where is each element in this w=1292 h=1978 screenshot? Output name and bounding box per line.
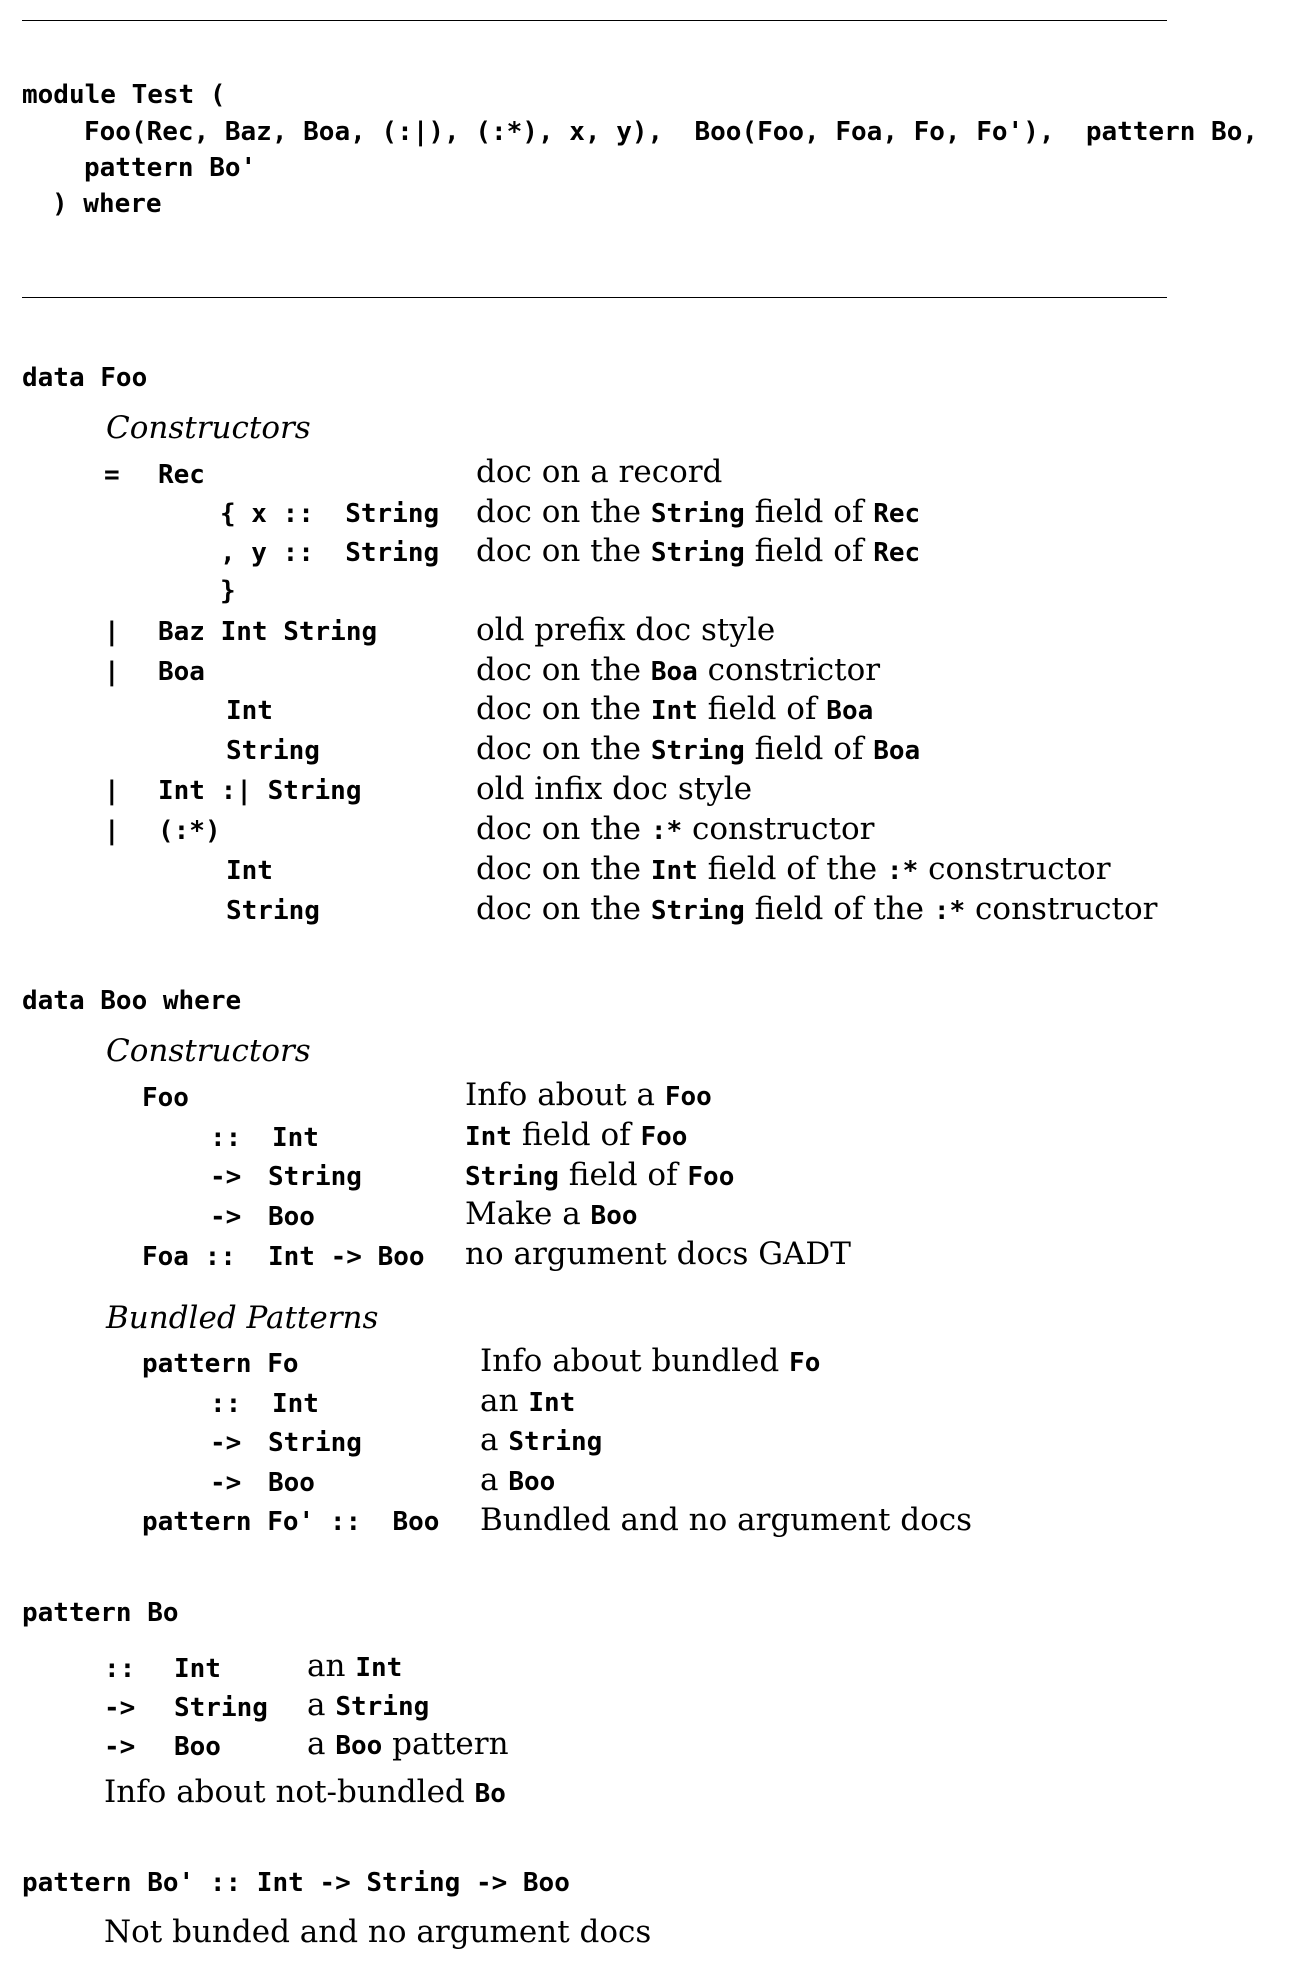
foo-row-code: Rec: [158, 460, 205, 490]
bo-row-type: Boo: [174, 1732, 221, 1762]
foo-row-symbol: |: [104, 617, 120, 647]
foo-row-code: String: [226, 736, 320, 766]
bo-row-arrow: ->: [104, 1693, 136, 1723]
bo-row-arrow: ->: [104, 1732, 136, 1762]
module-line-1: module Test (: [22, 80, 226, 110]
foo-row-symbol: |: [104, 657, 120, 687]
bo-prime-doc: Not bunded and no argument docs: [104, 1914, 652, 1950]
boo-pattern-doc: an Int: [480, 1383, 576, 1419]
boo-row-doc: Make a Boo: [465, 1196, 638, 1232]
module-line-2: Foo(Rec, Baz, Boa, (:|), (:*), x, y), Boo(Foo, Foa, Fo, Fo'), pattern Bo,: [84, 117, 1258, 147]
boo-pattern-doc: Bundled and no argument docs: [480, 1502, 973, 1538]
foo-row-symbol: |: [104, 816, 120, 846]
bo-row-arrow: ::: [104, 1654, 136, 1684]
boo-pattern-type: String: [268, 1428, 362, 1458]
boo-pattern-arrow: ->: [210, 1428, 242, 1458]
foo-row-doc: doc on the :* constructor: [476, 811, 875, 847]
foo-row-doc: doc on the Int field of Boa: [476, 691, 874, 727]
boo-row-type: Boo: [268, 1202, 315, 1232]
foo-row-doc: doc on a record: [476, 454, 723, 490]
boo-row-doc: String field of Foo: [465, 1157, 735, 1193]
boo-pattern-doc: Info about bundled Fo: [480, 1343, 821, 1379]
boo-row-type: Int -> Boo: [268, 1242, 425, 1272]
foo-row-code: { x :: String: [220, 499, 440, 529]
boo-row-doc: no argument docs GADT: [465, 1236, 851, 1272]
boo-row-code: Foa ::: [142, 1242, 236, 1272]
boo-row-code: Foo: [142, 1083, 189, 1113]
foo-row-doc: doc on the String field of Boa: [476, 731, 921, 767]
bo-row-doc: a String: [307, 1687, 430, 1723]
boo-pattern-doc: a Boo: [480, 1462, 556, 1498]
module-line-3: pattern Bo': [84, 153, 257, 183]
boo-pattern-type: Boo: [268, 1468, 315, 1498]
boo-constructors-label: Constructors: [106, 1033, 311, 1069]
boo-row-arrow: ::: [210, 1123, 242, 1153]
boo-row-arrow: ->: [210, 1162, 242, 1192]
foo-heading: data Foo: [22, 363, 148, 393]
boo-row-type: String: [268, 1162, 362, 1192]
foo-row-code: Int :| String: [158, 776, 362, 806]
bo-heading: pattern Bo: [22, 1598, 179, 1628]
foo-row-code: (:*): [158, 816, 221, 846]
foo-row-doc: doc on the Int field of the :* constructor: [476, 851, 1111, 887]
boo-row-doc: Info about a Foo: [465, 1077, 712, 1113]
foo-row-code: Baz Int String: [158, 617, 378, 647]
foo-constructors-label: Constructors: [106, 410, 311, 446]
boo-pattern-arrow: ->: [210, 1468, 242, 1498]
boo-row-doc: Int field of Foo: [465, 1117, 688, 1153]
boo-pattern-code: pattern Fo: [142, 1349, 299, 1379]
foo-row-doc: doc on the String field of Rec: [476, 533, 921, 569]
boo-row-type: Int: [272, 1123, 319, 1153]
bo-row-doc: an Int: [307, 1648, 403, 1684]
boo-row-arrow: ->: [210, 1202, 242, 1232]
module-line-4: ) where: [52, 189, 162, 219]
bo-info: Info about not-bundled Bo: [104, 1774, 506, 1810]
foo-row-code: String: [226, 896, 320, 926]
boo-pattern-arrow: ::: [210, 1389, 242, 1419]
top-rule: [22, 20, 1167, 21]
bo-row-type: Int: [174, 1654, 221, 1684]
bo-row-type: String: [174, 1693, 268, 1723]
foo-row-doc: doc on the String field of Rec: [476, 494, 921, 530]
foo-row-doc: doc on the String field of the :* constructor: [476, 891, 1158, 927]
foo-row-code: Int: [226, 696, 273, 726]
boo-bundled-patterns-label: Bundled Patterns: [106, 1300, 379, 1336]
bo-prime-heading: pattern Bo' :: Int -> String -> Boo: [22, 1868, 570, 1898]
foo-row-symbol: |: [104, 776, 120, 806]
foo-row-code: , y :: String: [220, 538, 440, 568]
foo-row-doc: old infix doc style: [476, 771, 753, 807]
foo-row-doc: doc on the Boa constrictor: [476, 652, 881, 688]
boo-pattern-doc: a String: [480, 1422, 603, 1458]
foo-row-code: Int: [226, 856, 273, 886]
boo-pattern-type: Int: [272, 1389, 319, 1419]
foo-row-doc: old prefix doc style: [476, 612, 776, 648]
foo-row-code: Boa: [158, 657, 205, 687]
boo-pattern-code: pattern Fo' :: Boo: [142, 1507, 440, 1537]
boo-heading: data Boo where: [22, 986, 242, 1016]
foo-row-code: }: [220, 576, 236, 606]
bo-row-doc: a Boo pattern: [307, 1726, 509, 1762]
foo-row-symbol: =: [104, 460, 120, 490]
header-rule: [22, 297, 1167, 298]
